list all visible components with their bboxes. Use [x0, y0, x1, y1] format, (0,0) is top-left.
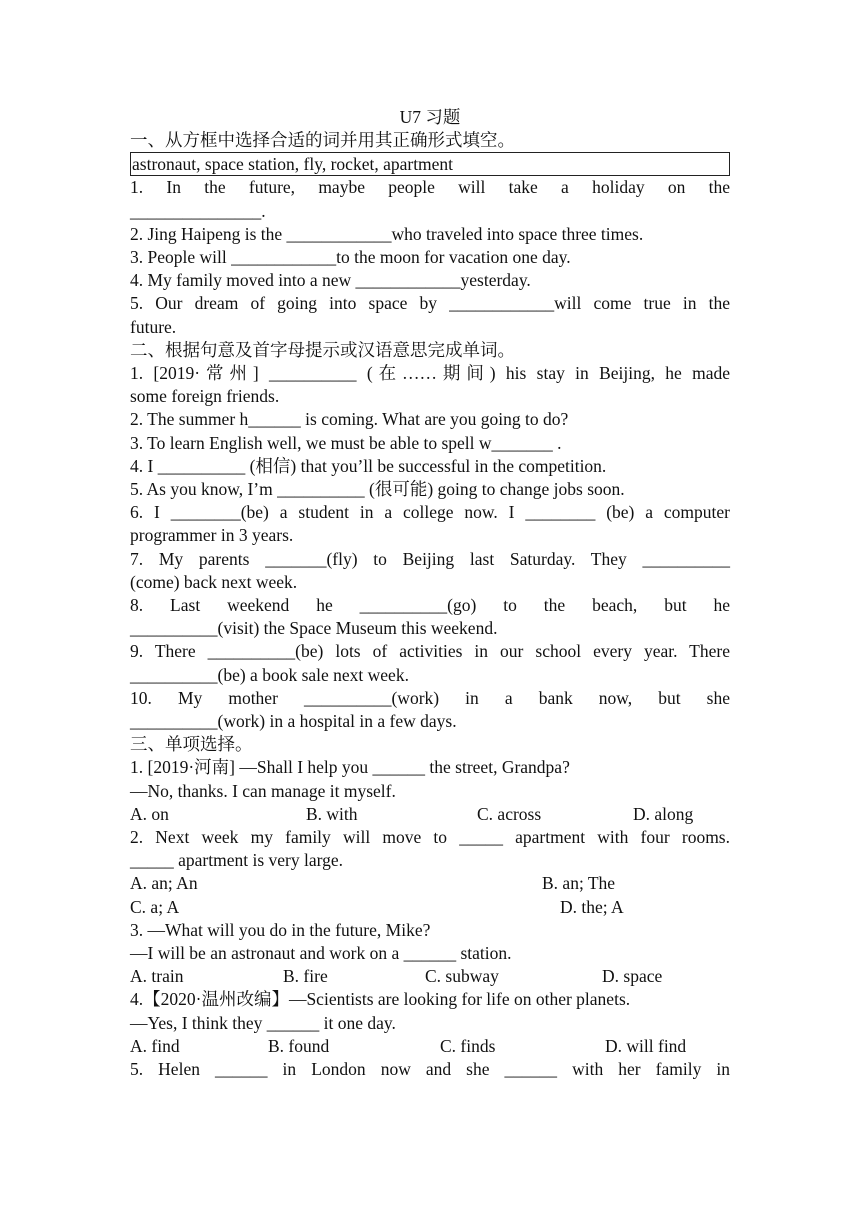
- s2-q8-line1: 8. Last weekend he __________(go) to the beach, but he: [130, 595, 730, 616]
- section-3-heading: 三、单项选择。: [130, 734, 253, 755]
- option-b: B. fire: [283, 966, 328, 987]
- option-b: B. found: [268, 1035, 330, 1056]
- option-d: D. the; A: [560, 896, 624, 917]
- s3-q4-line2: —Yes, I think they ______ it one day.: [130, 1012, 396, 1033]
- worksheet-page: [130, 106, 730, 1081]
- s3-q2-options-row2: [130, 896, 730, 919]
- s2-q5: 5. As you know, I’m __________ (很可能) going to change jobs soon.: [130, 479, 625, 500]
- s2-q6-line1: 6. I ________(be) a student in a college now. I ________ (be) a computer: [130, 502, 730, 523]
- s2-q4: 4. I __________ (相信) that you’ll be successful in the competition.: [130, 455, 607, 476]
- s1-q3: 3. People will ____________to the moon for vacation one day.: [130, 247, 571, 268]
- s1-q5-line1: 5. Our dream of going into space by ____________will come true in the: [130, 293, 730, 314]
- s1-q2: 2. Jing Haipeng is the ____________who traveled into space three times.: [130, 223, 644, 244]
- s2-q1-line2: some foreign friends.: [130, 386, 280, 407]
- option-c: C. subway: [425, 966, 499, 987]
- option-d: D. space: [602, 966, 663, 987]
- page-title: U7 习题: [399, 107, 461, 127]
- s2-q9-line2: __________(be) a book sale next week.: [130, 664, 409, 685]
- s3-q2-options-row1: [130, 872, 730, 895]
- option-a: A. an; An: [130, 873, 198, 894]
- section-1-heading: 一、从方框中选择合适的词并用其正确形式填空。: [130, 130, 515, 151]
- option-d: D. along: [633, 803, 694, 824]
- option-c: C. a; A: [130, 896, 180, 917]
- s3-q4-line1: 4.【2020·温州改编】—Scientists are looking for life on other planets.: [130, 989, 631, 1010]
- option-d: D. will find: [605, 1035, 687, 1056]
- s2-q2: 2. The summer h______ is coming. What are you going to do?: [130, 409, 569, 430]
- s3-q4-options: [130, 1035, 730, 1058]
- option-a: A. on: [130, 803, 169, 824]
- option-b: B. an; The: [542, 873, 616, 894]
- s1-q1-line1: 1. In the future, maybe people will take a holiday on the: [130, 177, 730, 198]
- s3-q3-options: [130, 965, 730, 988]
- s2-q8-line2: __________(visit) the Space Museum this weekend.: [130, 618, 498, 639]
- s2-q10-line2: __________(work) in a hospital in a few days.: [130, 711, 457, 732]
- section-2-heading: 二、根据句意及首字母提示或汉语意思完成单词。: [130, 339, 515, 360]
- option-a: A. train: [130, 966, 184, 987]
- option-b: B. with: [306, 803, 358, 824]
- s3-q1-options: [130, 803, 730, 826]
- s3-q5-line1: 5. Helen ______ in London now and she ______ with her family in: [130, 1059, 730, 1080]
- s2-q1-line1: 1. [2019·常州] __________ (在……期间) his stay in Beijing, he made: [130, 363, 730, 384]
- s2-q7-line2: (come) back next week.: [130, 571, 298, 592]
- option-a: A. find: [130, 1035, 180, 1056]
- s3-q2-line1: 2. Next week my family will move to _____ apartment with four rooms.: [130, 827, 730, 848]
- s2-q7-line1: 7. My parents _______(fly) to Beijing last Saturday. They __________: [130, 548, 730, 569]
- s1-q4: 4. My family moved into a new ____________yesterday.: [130, 270, 531, 291]
- option-c: C. across: [477, 803, 542, 824]
- s1-q1-line2: _______________.: [130, 200, 266, 221]
- s3-q1-line1: 1. [2019·河南] —Shall I help you ______ the street, Grandpa?: [130, 757, 570, 778]
- s2-q10-line1: 10. My mother __________(work) in a bank now, but she: [130, 687, 730, 708]
- s3-q1-line2: —No, thanks. I can manage it myself.: [130, 780, 396, 801]
- s2-q6-line2: programmer in 3 years.: [130, 525, 294, 546]
- s3-q3-line1: 3. —What will you do in the future, Mike?: [130, 919, 431, 940]
- s2-q9-line1: 9. There __________(be) lots of activities in our school every year. There: [130, 641, 730, 662]
- s2-q3: 3. To learn English well, we must be able to spell w_______ .: [130, 432, 562, 453]
- s3-q2-line2: _____ apartment is very large.: [130, 850, 344, 871]
- option-c: C. finds: [440, 1035, 496, 1056]
- word-box: astronaut, space station, fly, rocket, apartment: [130, 152, 730, 176]
- s1-q5-line2: future.: [130, 316, 177, 337]
- s3-q3-line2: —I will be an astronaut and work on a ______ station.: [130, 943, 512, 964]
